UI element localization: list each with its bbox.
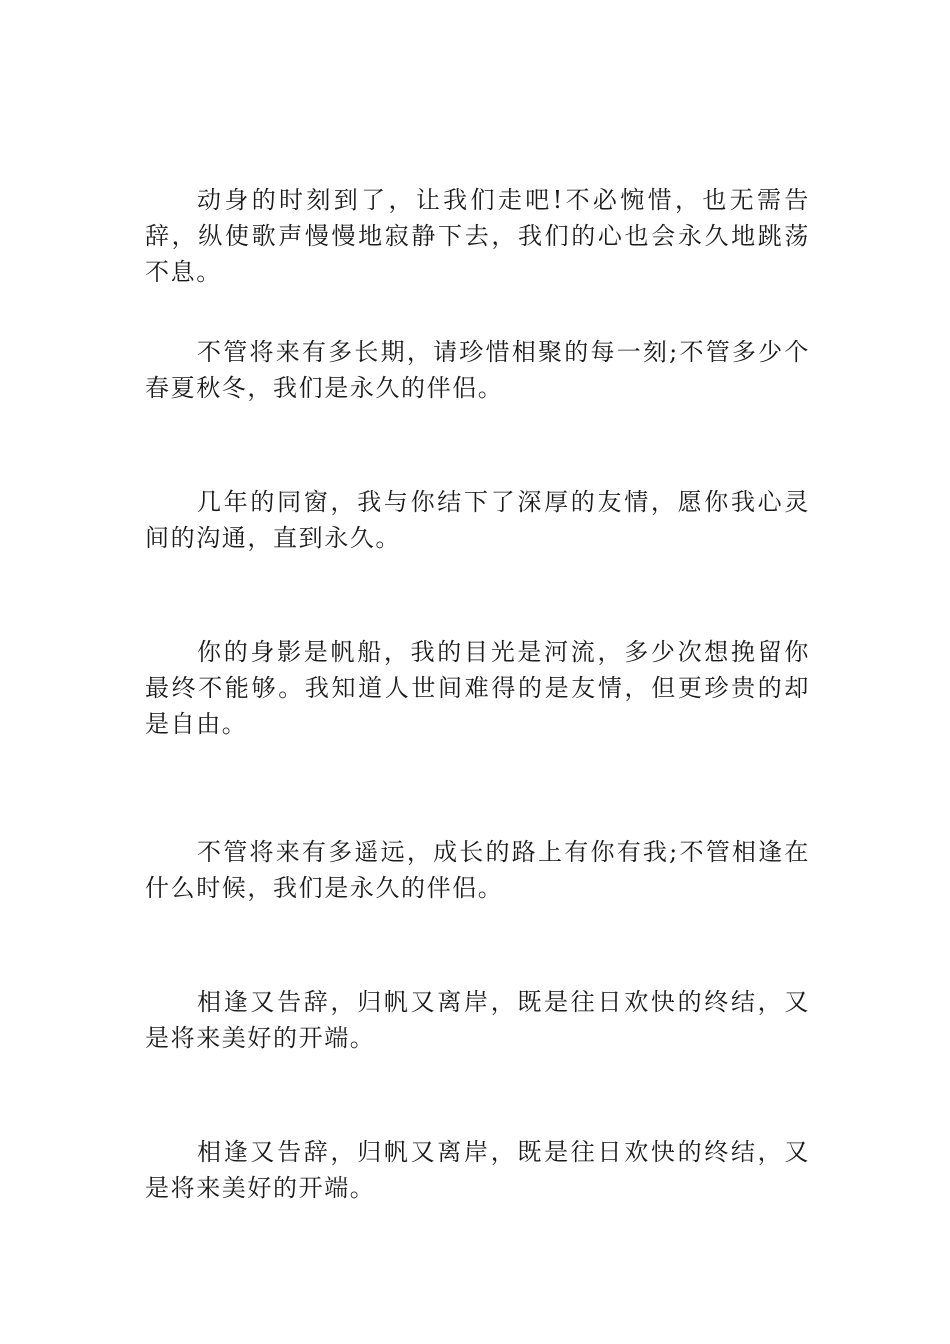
paragraph: 动身的时刻到了，让我们走吧!不必惋惜，也无需告辞，纵使歌声慢慢地寂静下去，我们的心也会永久地跳荡不息。 xyxy=(145,186,810,286)
paragraph: 你的身影是帆船，我的目光是河流，多少次想挽留你最终不能够。我知道人世间难得的是友情，但更珍贵的却是自由。 xyxy=(145,638,810,738)
paragraph: 相逢又告辞，归帆又离岸，既是往日欢快的终结，又是将来美好的开端。 xyxy=(145,988,810,1052)
paragraph: 不管将来有多遥远，成长的路上有你有我;不管相逢在什么时候，我们是永久的伴侣。 xyxy=(145,838,810,902)
paragraph: 不管将来有多长期，请珍惜相聚的每一刻;不管多少个春夏秋冬，我们是永久的伴侣。 xyxy=(145,338,810,402)
paragraph: 相逢又告辞，归帆又离岸，既是往日欢快的终结，又是将来美好的开端。 xyxy=(145,1138,810,1202)
paragraph: 几年的同窗，我与你结下了深厚的友情，愿你我心灵间的沟通，直到永久。 xyxy=(145,488,810,552)
